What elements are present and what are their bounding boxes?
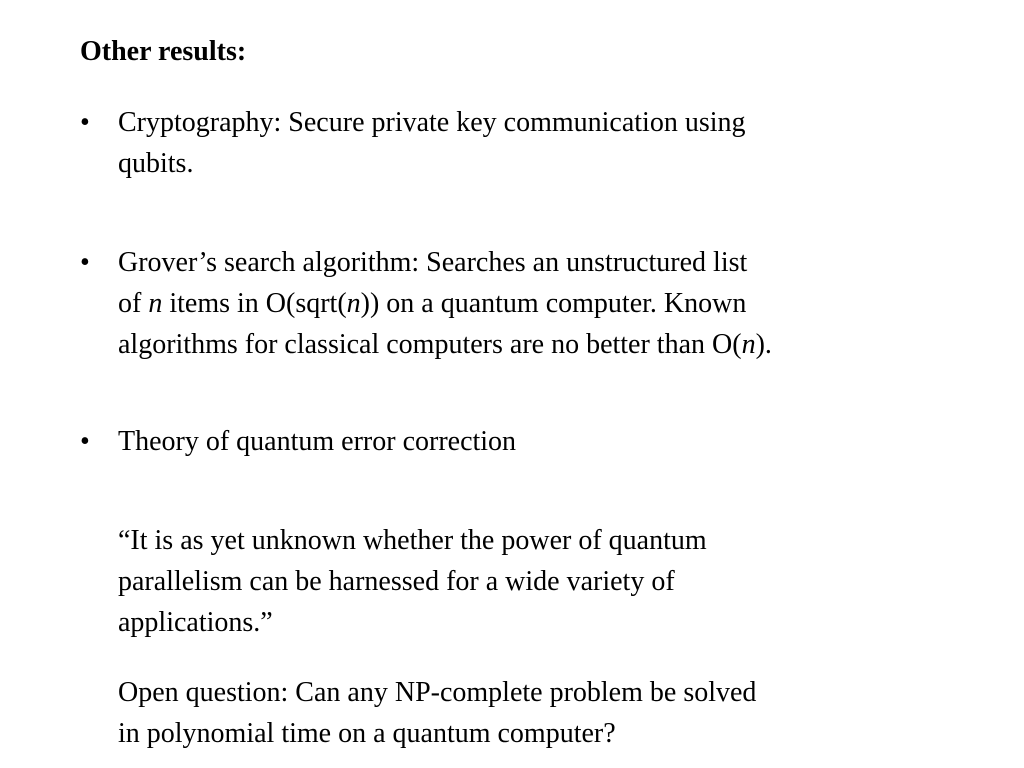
open-question-line: Open question: Can any NP-complete problem be solved <box>118 677 757 708</box>
math-variable-n: n <box>346 288 361 319</box>
quote-line: applications.” <box>118 607 273 638</box>
text-run: ). <box>755 329 772 360</box>
bullet-text <box>118 102 940 184</box>
quote-line: “It is as yet unknown whether the power of quantum <box>118 525 707 556</box>
math-variable-n: n <box>148 288 163 319</box>
quote-line: parallelism can be harnessed for a wide variety of <box>118 566 675 597</box>
bullet-icon: • <box>80 426 90 457</box>
bullet-icon: • <box>80 247 90 278</box>
bullet-cryptography <box>80 102 940 184</box>
bullet-grover <box>80 242 940 365</box>
open-question-paragraph <box>118 672 938 754</box>
bullet-line: Theory of quantum error correction <box>118 426 517 457</box>
text-run: algorithms for classical computers are no better than O( <box>118 329 742 360</box>
bullet-icon: • <box>80 107 90 138</box>
bullet-text <box>118 242 940 365</box>
bullet-line <box>118 283 940 324</box>
open-question-line: in polynomial time on a quantum computer? <box>118 718 616 749</box>
bullet-error-correction <box>80 421 940 462</box>
bullet-line: Cryptography: Secure private key communication using <box>118 107 746 138</box>
bullet-line <box>118 324 940 365</box>
text-run: of <box>118 288 149 319</box>
text-run: )) on a quantum computer. Known <box>360 288 747 319</box>
math-variable-n: n <box>741 329 756 360</box>
quote-paragraph <box>118 520 938 643</box>
text-run: items in O(sqrt( <box>162 288 347 319</box>
bullet-line: qubits. <box>118 148 194 179</box>
bullet-text <box>118 421 940 462</box>
slide-title: Other results: <box>80 36 247 67</box>
bullet-line: Grover’s search algorithm: Searches an unstructured list <box>118 247 748 278</box>
